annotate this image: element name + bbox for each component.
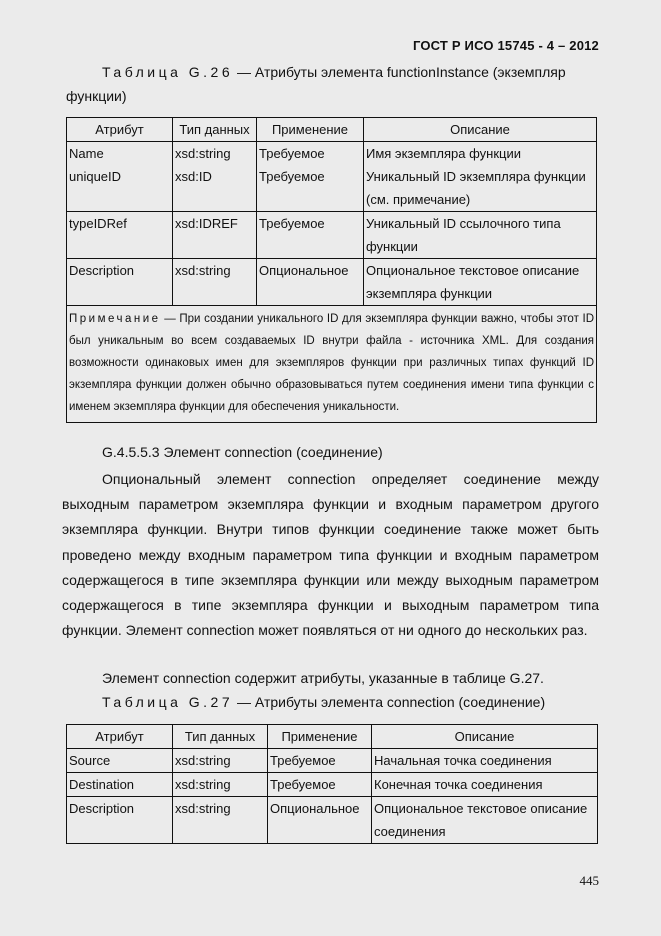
table-27 xyxy=(66,724,598,844)
page-number: 445 xyxy=(579,873,599,888)
table-cell: Начальная точка соединения xyxy=(372,749,598,773)
table27-caption xyxy=(102,694,545,710)
table-cell: Требуемое xyxy=(268,749,372,773)
table26-col-datatype: Тип данных xyxy=(173,118,257,142)
table-row xyxy=(67,165,597,212)
table-row xyxy=(67,749,598,773)
table26-note-row xyxy=(67,306,597,423)
table-cell: Уникальный ID экземпляра функции (см. примечание) xyxy=(364,165,597,212)
table-cell: Имя экземпляра функции xyxy=(364,142,597,166)
table26-col-usage: Применение xyxy=(257,118,364,142)
table26-caption xyxy=(66,60,600,108)
table27-header-row xyxy=(67,725,598,749)
table-row xyxy=(67,142,597,166)
table-cell: Требуемое xyxy=(268,773,372,797)
table-cell: Уникальный ID ссылочного типа функции xyxy=(364,212,597,259)
table-cell: xsd:string xyxy=(173,749,268,773)
table-cell: Source xyxy=(67,749,173,773)
table26-note xyxy=(67,306,597,423)
table27-caption-title: — Атрибуты элемента connection (соединение) xyxy=(233,694,546,710)
note-label: Примечание xyxy=(69,313,161,325)
table-cell: xsd:string xyxy=(173,773,268,797)
table-26 xyxy=(66,117,597,423)
table-row xyxy=(67,773,598,797)
table-cell: Опциональное xyxy=(257,259,364,306)
table26-header-row xyxy=(67,118,597,142)
table-cell: Destination xyxy=(67,773,173,797)
table-cell: Опциональное текстовое описание экземпляра функции xyxy=(364,259,597,306)
table-cell: xsd:IDREF xyxy=(173,212,257,259)
table-cell: Опциональное текстовое описание соединения xyxy=(372,797,598,844)
table-cell: Требуемое xyxy=(257,212,364,259)
table27-col-usage: Применение xyxy=(268,725,372,749)
section-heading: G.4.5.5.3 Элемент connection (соединение) xyxy=(102,444,383,460)
body-paragraph: Опциональный элемент connection определяет соединение между выходным параметром экземпляра функции и входным параметром другого экземпляра функции. Внутри типов функции соединение также может быть проведено между входным параметром типа функции и входным параметром содержащегося в типе экземпляра функции или между выходным параметром содержащегося в типе экземпляра функции и выходным параметром типа функции. Элемент connection может появляться от ни одного до нескольких раз. xyxy=(62,471,599,639)
table26-col-attribute: Атрибут xyxy=(67,118,173,142)
table-cell: Description xyxy=(67,259,173,306)
table-cell: Требуемое xyxy=(257,142,364,166)
attributes-reference: Элемент connection содержит атрибуты, указанные в таблице G.27. xyxy=(102,670,544,686)
table-cell: xsd:string xyxy=(173,259,257,306)
table-cell: xsd:ID xyxy=(173,165,257,212)
table-row xyxy=(67,259,597,306)
table27-caption-label: Таблица G.27 xyxy=(102,694,234,710)
table27-col-datatype: Тип данных xyxy=(173,725,268,749)
table-cell: Конечная точка соединения xyxy=(372,773,598,797)
table-cell: uniqueID xyxy=(67,165,173,212)
table-row xyxy=(67,797,598,844)
note-text: — При создании уникального ID для экземпляра функции важно, чтобы этот ID был уникальным во всем создаваемых ID внутри файла - источника XML. Для создания возможности одинаковых имен для экземпляров функции при различных типах функций ID экземпляра функции должен обычно образовываться путем соединения имени типа функции с именем экземпляра функции для обеспечения уникальности. xyxy=(69,313,594,413)
table-cell: xsd:string xyxy=(173,142,257,166)
table27-col-description: Описание xyxy=(372,725,598,749)
table-cell: typeIDRef xyxy=(67,212,173,259)
table26-caption-label: Таблица G.26 xyxy=(102,64,234,80)
table-cell: Опциональное xyxy=(268,797,372,844)
standard-header: ГОСТ Р ИСО 15745 - 4 – 2012 xyxy=(412,38,599,53)
table27-col-attribute: Атрибут xyxy=(67,725,173,749)
table-cell: xsd:string xyxy=(173,797,268,844)
table-cell: Требуемое xyxy=(257,165,364,212)
table26-caption-title: — Атрибуты элемента functionInstance (экземпляр функции) xyxy=(66,64,566,104)
table26-col-description: Описание xyxy=(364,118,597,142)
table-cell: Description xyxy=(67,797,173,844)
table-row xyxy=(67,212,597,259)
table-cell: Name xyxy=(67,142,173,166)
